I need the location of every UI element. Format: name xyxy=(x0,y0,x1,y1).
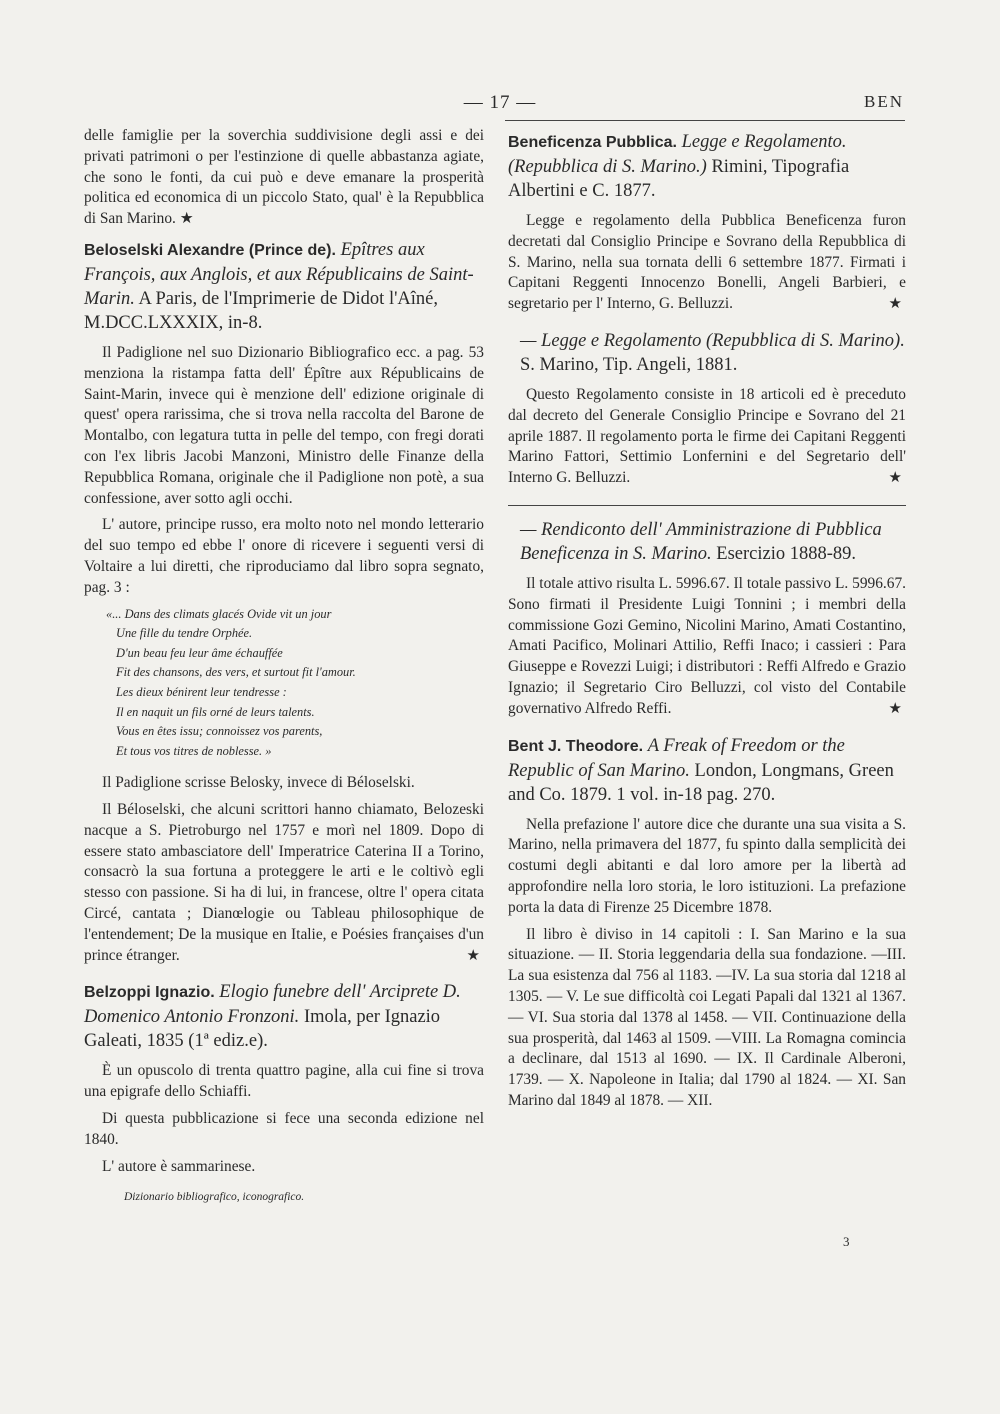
star-mark: ★ xyxy=(888,470,902,487)
paragraph: Il Padiglione nel suo Dizionario Bibliografico ecc. a pag. 53 menziona la ristampa fatta dell' Épître aux Républicains de Saint-Marin, invece qui è menzione dell' edizione originale di quest' opera rarissima, che si trova nella raccolta del Barone de Montalbo, con legatura tutta in pelle del tempo, con fregi dorati con l'ex libris Jacobi Manzoni, Ministro delle Finanze della Repubblica Romana, originale che il Padiglione non potè, a sua confessione, aver sotto agli occhi. xyxy=(84,343,484,507)
star-mark: ★ xyxy=(179,210,194,228)
entry-author: Belzoppi Ignazio. xyxy=(84,984,215,1002)
entry-heading-bent xyxy=(508,734,906,807)
paragraph: Nella prefazione l' autore dice che durante una sua visita a S. Marino, nella primavera del 1877, fu spinto dalla semplicità dei costumi degli abitanti e dal loro amore per la libertà ad approfondire nella loro storia, le loro istituzioni. La prefazione porta la data di Firenze 25 Dicembre 1878. xyxy=(508,815,906,916)
entry-heading-legge-1881 xyxy=(508,329,906,377)
verse-line: Fit des chansons, des vers, et surtout fit l'amour. xyxy=(116,665,356,680)
section-rule xyxy=(508,505,906,506)
verse-line: Il en naquit un fils orné de leurs talents. xyxy=(116,704,315,719)
paragraph: Questo Regolamento consiste in 18 articoli ed è preceduto dal decreto del Generale Consiglio Principe e Sovrano del 21 aprile 1887. Il regolamento porta le firme dei Capitani Reggenti Marino Fattori, Settimio Lonfernini e del Segretario dell' Interno G. Belluzzi. ★ xyxy=(508,385,906,489)
entry-imprint: Rimini, Tipografia Albertini e C. 1877. xyxy=(508,157,850,201)
signature-mark: 3 xyxy=(843,1234,850,1249)
entry-author: Beneficenza Pubblica. xyxy=(508,134,677,151)
entry-imprint: A Paris, de l'Imprimerie de Didot l'Aîné, M.DCC.LXXXIX, in-8. xyxy=(84,288,439,333)
paragraph: Il Padiglione scrisse Belosky, invece di Béloselski. xyxy=(102,774,415,792)
verse-line: Et tous vos titres de noblesse. » xyxy=(116,743,272,758)
paragraph: Il libro è diviso in 14 capitoli : I. San Marino e la sua situazione. — II. Storia leggendaria della sua fondazione. —III. La sua esistenza dal 756 al 1183. —IV. La sua storia dal 1218 al 1305. — V. Le sue difficoltà coi Legati Papali dal 1321 al 1367. — VI. Sua storia dal 1378 al 1458. — VII. Continuazione della sua prosperità, dal 1463 al 1509. —VIII. La Romagna comincia a declinare, dal 1513 al 1690. — IX. Il Cardinale Alberoni, 1739. — X. Napoleone in Italia; dal 1790 al 1824. — XI. San Marino dal 1849 al 1878. — XII. xyxy=(508,925,906,1109)
entry-title: A Freak of Freedom or the Republic of San Marino. xyxy=(508,735,845,781)
entry-title: — Legge e Regolamento (Repubblica di S. Marino). xyxy=(520,330,905,351)
paragraph: Legge e regolamento della Pubblica Beneficenza furon decretati dal Consiglio Principe e Sovrano della Repubblica di S. Marino, nella sua tornata delli 6 settembre 1877. Firmati i Capitani Reggenti Innocenzo Bonelli, Angeli Barbieri, e segretario per l' Interno, G. Belluzzi. ★ xyxy=(508,211,906,315)
entry-heading-rendiconto xyxy=(508,518,906,566)
verse-line: Les dieux bénirent leur tendresse : xyxy=(116,684,287,699)
voltaire-verse xyxy=(106,605,484,762)
star-mark: ★ xyxy=(888,700,902,717)
paragraph: Il totale attivo risulta L. 5996.67. Il totale passivo L. 5996.67. Sono firmati il Presidente Luigi Tonnini ; i membri della commissione Gozi Gemino, Nicolini Marino, Amati Costantino, Amati Pacifico, Molinari Attilio, Reffi Inaco; i cassieri : Para Giuseppe e Rovezzi Luigi; i distributori : Reffi Alfredo e Grazio Ignazio; il Segretario Ciro Belluzzi, col visto del Contabile governativo Alfredo Reffi. ★ xyxy=(508,574,906,720)
entry-title: Legge e Regolamento. (Repubblica di S. Marino.) xyxy=(508,132,847,177)
paragraph: Di questa pubblicazione si fece una seconda edizione nel 1840. xyxy=(84,1110,484,1148)
entry-heading-beneficenza xyxy=(508,130,906,203)
paragraph: È un opuscolo di trenta quattro pagine, alla cui fine si trova una epigrafe dello Schiaffi. xyxy=(84,1062,484,1101)
entry-imprint: Imola, per Ignazio Galeati, 1835 (1ª ediz.e). xyxy=(84,1007,441,1052)
running-head: BEN xyxy=(864,92,904,111)
entry-title: Epîtres aux François, aux Anglois, et aux Républicains de Saint-Marin. xyxy=(84,239,474,309)
left-column xyxy=(84,126,484,1208)
verse-line: «... Dans des climats glacés Ovide vit un jour xyxy=(106,606,332,621)
verse-line: Une fille du tendre Orphée. xyxy=(116,626,253,641)
entry-heading-belzoppi xyxy=(84,980,484,1053)
paragraph: L' autore, principe russo, era molto noto nel mondo letterario del suo tempo ed ebbe l' onore di ricevere i seguenti versi di Voltaire a lui diretti, che riproduciamo dal libro sopra segnato, pag. 3 : xyxy=(84,516,484,596)
entry-imprint: Esercizio 1888-89. xyxy=(716,543,857,564)
paragraph: L' autore è sammarinese. xyxy=(102,1157,256,1175)
entry-title: Elogio funebre dell' Arciprete D. Domenico Antonio Fronzoni. xyxy=(84,982,461,1028)
entry-imprint: S. Marino, Tip. Angeli, 1881. xyxy=(520,354,738,375)
page-number: — 17 — xyxy=(463,92,537,113)
entry-imprint: London, Longmans, Green and Co. 1879. 1 vol. in-18 pag. 270. xyxy=(508,760,894,805)
star-mark: ★ xyxy=(466,947,480,964)
right-column xyxy=(508,126,906,1118)
entry-author: Beloselski Alexandre (Prince de). xyxy=(84,241,336,259)
paragraph: Il Béloselski, che alcuni scrittori hanno chiamato, Belozeski nacque a S. Pietroburgo nel 1757 e morì nel 1809. Dopo di essere stato ambasciatore dell' Imperatrice Caterina II a Torino, consacrò la sua fortuna a proteggere le arti e le coltivò egli stesso con passione. Si ha di lui, in francese, oltre l' opera citata Circé, cantata ; Dianœlogie ou Tableau philosophique de l'entendement; De la musique en Italie, e Poésies françaises d'un prince étranger. ★ xyxy=(84,800,484,966)
footnote: Dizionario bibliografico, iconografico. xyxy=(124,1191,305,1204)
entry-author: Bent J. Theodore. xyxy=(508,737,644,755)
verse-line: D'un beau feu leur âme échauffée xyxy=(116,645,283,660)
entry-heading-beloselski xyxy=(84,238,484,335)
entry-title: — Rendiconto dell' Amministrazione di Pubblica Beneficenza in S. Marino. xyxy=(520,519,882,564)
header-rule xyxy=(505,120,905,121)
paragraph: delle famiglie per la soverchia suddivisione degli assi e dei privati patrimoni o per l'estinzione di quelle abbastanza agiate, che sono le fonti, da cui può e deve emanare la prosperità politica ed economica di un piccolo Stato, qual' è la Repubblica di San Marino. ★ xyxy=(84,127,484,228)
star-mark: ★ xyxy=(888,296,902,313)
verse-line: Vous en êtes issu; connoissez vos parents, xyxy=(116,724,323,739)
